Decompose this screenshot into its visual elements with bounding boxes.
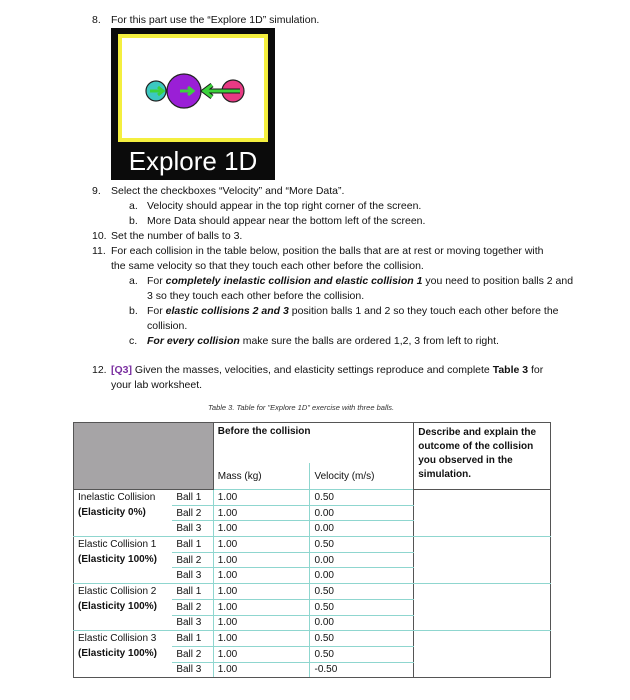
sub-item-letter: b. xyxy=(129,305,138,317)
table-row xyxy=(74,490,551,506)
text-run: position balls 1 and 2 so they touch each other before the xyxy=(288,305,559,317)
header-row xyxy=(74,423,551,464)
text-run: make sure the balls are ordered 1,2, 3 from left to right. xyxy=(239,335,499,347)
velocity-value: 0.00 xyxy=(310,552,414,568)
emphasis-text: completely inelastic collision and elastic collision 1 xyxy=(165,275,423,287)
velocity-value: 0.50 xyxy=(310,584,414,600)
sub-item-letter: c. xyxy=(129,335,138,347)
item-number: 12. xyxy=(92,364,107,376)
table-caption: Table 3. Table for "Explore 1D" exercise with three balls. xyxy=(208,403,395,412)
mass-value: 1.00 xyxy=(213,552,310,568)
ball-label: Ball 1 xyxy=(172,490,213,506)
emphasis-text: For every collision xyxy=(147,335,240,347)
elasticity-label: (Elasticity 100%) xyxy=(78,647,157,659)
velocity-value: 0.50 xyxy=(310,646,414,662)
instruction-text xyxy=(147,335,499,347)
table-row xyxy=(74,584,551,600)
instruction-text: Set the number of balls to 3. xyxy=(111,230,243,242)
mass-value: 1.00 xyxy=(213,537,310,553)
ball-label: Ball 3 xyxy=(172,615,213,631)
table-row xyxy=(74,631,551,647)
mass-value: 1.00 xyxy=(213,662,310,678)
instruction-text xyxy=(147,275,573,287)
collision-type-cell xyxy=(74,584,173,631)
emphasis-text: elastic collisions 2 and 3 xyxy=(165,305,289,317)
ball-label: Ball 1 xyxy=(172,537,213,553)
description-cell xyxy=(414,490,551,537)
item-number: 8. xyxy=(92,14,101,26)
description-cell xyxy=(414,584,551,631)
instruction-text xyxy=(147,305,559,317)
ball-label: Ball 1 xyxy=(172,584,213,600)
text-run: for xyxy=(528,364,544,376)
explore-1d-sim-thumbnail[interactable] xyxy=(111,28,275,180)
instruction-text xyxy=(111,364,543,376)
mass-value: 1.00 xyxy=(213,505,310,521)
collision-name: Elastic Collision 2 xyxy=(78,586,157,598)
mass-value: 1.00 xyxy=(213,646,310,662)
sim-preview xyxy=(122,38,264,138)
ball-label: Ball 3 xyxy=(172,568,213,584)
collision-name: Elastic Collision 3 xyxy=(78,633,157,645)
elasticity-label: (Elasticity 100%) xyxy=(78,553,157,565)
sub-item-letter: a. xyxy=(129,200,138,212)
item-number: 11. xyxy=(92,245,106,257)
collision-type-cell xyxy=(74,631,173,678)
description-cell xyxy=(414,537,551,584)
elasticity-label: (Elasticity 0%) xyxy=(78,506,146,518)
mass-value: 1.00 xyxy=(213,599,310,615)
balls-illustration xyxy=(122,38,264,138)
instruction-text: 3 so they touch each other before the collision. xyxy=(147,290,365,302)
before-collision-header: Before the collision xyxy=(213,423,414,464)
sub-item-letter: b. xyxy=(129,215,138,227)
mass-value: 1.00 xyxy=(213,631,310,647)
mass-value: 1.00 xyxy=(213,521,310,537)
instruction-text: Select the checkboxes “Velocity” and “More Data”. xyxy=(111,185,345,197)
mass-header: Mass (kg) xyxy=(213,463,310,490)
ball-label: Ball 3 xyxy=(172,521,213,537)
ball-label: Ball 2 xyxy=(172,505,213,521)
instruction-text: For this part use the “Explore 1D” simulation. xyxy=(111,14,320,26)
collision-type-cell xyxy=(74,490,173,537)
instruction-text: the same velocity so that they touch each other before the collision. xyxy=(111,260,424,272)
mass-value: 1.00 xyxy=(213,568,310,584)
instruction-text: your lab worksheet. xyxy=(111,379,203,391)
instruction-text: collision. xyxy=(147,320,188,332)
item-number: 9. xyxy=(92,185,101,197)
collision-type-cell xyxy=(74,537,173,584)
velocity-value: 0.50 xyxy=(310,599,414,615)
text-run: you need to position balls 2 and xyxy=(422,275,574,287)
text-run: Given the masses, velocities, and elasticity settings reproduce and complete xyxy=(132,364,493,376)
ball-label: Ball 3 xyxy=(172,662,213,678)
table-row xyxy=(74,537,551,553)
velocity-header: Velocity (m/s) xyxy=(310,463,414,490)
ball-label: Ball 2 xyxy=(172,646,213,662)
ball-label: Ball 1 xyxy=(172,631,213,647)
collision-name: Inelastic Collision xyxy=(78,492,156,503)
ball-label: Ball 2 xyxy=(172,599,213,615)
description-cell xyxy=(414,631,551,678)
instruction-text: More Data should appear near the bottom left of the screen. xyxy=(147,215,426,227)
velocity-value: -0.50 xyxy=(310,662,414,678)
velocity-value: 0.50 xyxy=(310,537,414,553)
sim-preview-frame xyxy=(118,34,268,142)
describe-header: Describe and explain the outcome of the collision you observed in the simulation. xyxy=(414,423,551,490)
mass-value: 1.00 xyxy=(213,584,310,600)
velocity-value: 0.00 xyxy=(310,568,414,584)
table-reference: Table 3 xyxy=(492,364,529,376)
elasticity-label: (Elasticity 100%) xyxy=(78,600,157,612)
velocity-value: 0.00 xyxy=(310,615,414,631)
velocity-value: 0.00 xyxy=(310,521,414,537)
item-number: 10. xyxy=(92,230,107,242)
text-run: For xyxy=(147,305,166,317)
velocity-value: 0.00 xyxy=(310,505,414,521)
ball-label: Ball 2 xyxy=(172,552,213,568)
sub-item-letter: a. xyxy=(129,275,138,287)
collision-table xyxy=(73,422,551,678)
velocity-value: 0.50 xyxy=(310,631,414,647)
header-blank-cell xyxy=(74,423,214,490)
sim-title: Explore 1D xyxy=(128,146,258,176)
question-tag: [Q3] xyxy=(111,364,132,376)
collision-name: Elastic Collision 1 xyxy=(78,539,157,551)
instruction-text: Velocity should appear in the top right corner of the screen. xyxy=(147,200,422,212)
mass-value: 1.00 xyxy=(213,490,310,506)
instruction-text: For each collision in the table below, position the balls that are at rest or moving together with xyxy=(111,245,544,257)
velocity-value: 0.50 xyxy=(310,490,414,506)
mass-value: 1.00 xyxy=(213,615,310,631)
text-run: For xyxy=(147,275,166,287)
